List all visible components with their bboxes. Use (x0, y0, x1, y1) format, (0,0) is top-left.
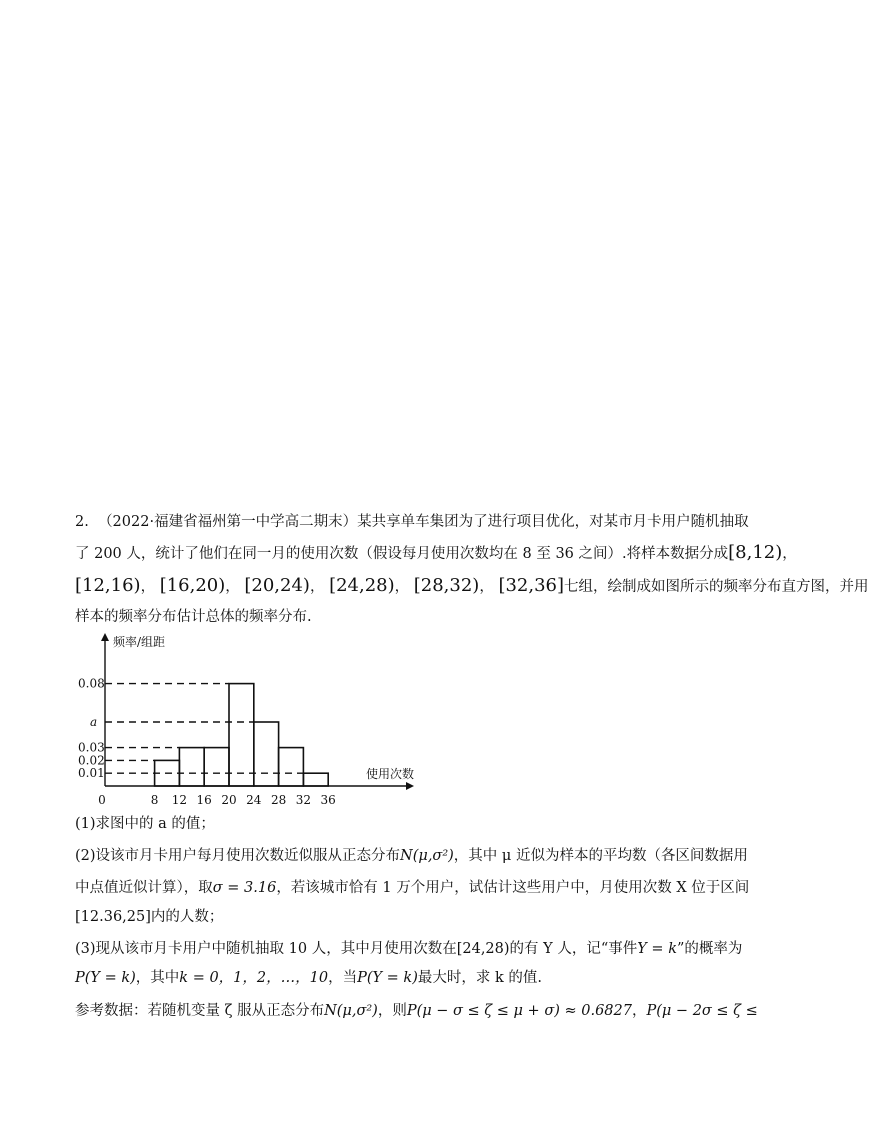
problem-intro-1: 某共享单车集团为了进行项目优化，对某市月卡用户随机抽取 (357, 514, 749, 530)
target-interval: [12.36,25] (75, 909, 151, 925)
y-tick-label: 0.02 (78, 753, 105, 768)
x-tick-label: 36 (320, 793, 336, 807)
x-tick-label: 24 (246, 793, 262, 807)
probability-expression-2: P(Y = k) (357, 970, 418, 986)
sigma-value: σ = 3.16 (212, 880, 277, 896)
interval-1: [8,12) (728, 542, 783, 563)
x-tick-label: 20 (221, 793, 237, 807)
interval-6: [28,32) (413, 575, 480, 596)
problem-intro-3: 七组，绘制成如图所示的频率分布直方图，并用 (564, 579, 869, 595)
y-axis-label: 频率/组距 (113, 635, 166, 649)
histogram-bar (303, 773, 328, 786)
probability-expression: P(Y = k) (75, 970, 136, 986)
k-range: k = 0，1，2，…，10 (179, 970, 329, 986)
interval-2: [12,16) (75, 575, 141, 596)
x-tick-label: 0 (98, 793, 106, 807)
x-tick-label: 12 (171, 793, 188, 807)
reference-probability-2: P(μ − 2σ ≤ ζ ≤ (646, 1003, 758, 1019)
interval-5: [24,28) (329, 575, 395, 596)
y-tick-label: 0.03 (78, 740, 105, 755)
x-axis-arrow (406, 782, 414, 790)
problem-line-2: 了 200 人，统计了他们在同一月的使用次数（假设每月使用次数均在 8 至 36 之间）.将样本数据分成[8,12)， (75, 542, 797, 563)
frequency-histogram (70, 628, 420, 810)
histogram-bar (179, 748, 204, 786)
histogram-bar (254, 722, 279, 786)
histogram-bar (279, 748, 304, 786)
problem-line-3: [12,16)， [16,20)， [20,24)， [24,28)， [28,32)， [32,36]七组，绘制成如图所示的频率分布直方图，并用 (75, 575, 869, 596)
interval-7: [32,36] (498, 575, 565, 596)
interval-24-28: [24,28) (456, 941, 510, 957)
problem-line-1 (75, 512, 749, 532)
x-tick-label: 28 (270, 793, 287, 807)
x-axis-label: 使用次数 (366, 767, 415, 781)
histogram-bar (229, 684, 254, 786)
question-1: (1)求图中的 a 的值； (75, 816, 215, 832)
y-tick-label: 0.08 (78, 676, 105, 691)
problem-line-4 (75, 607, 312, 627)
question-2-line-2: 中点值近似计算），取σ = 3.16，若该城市恰有 1 万个用户，试估计这些用户中，月使用次数 X 位于区间 (75, 880, 750, 896)
histogram-bars (155, 684, 329, 786)
question-2-line-3: [12.36,25]内的人数； (75, 909, 224, 925)
histogram-bar (204, 748, 229, 786)
reference-distribution: N(μ,σ²) (324, 1003, 378, 1019)
y-tick-label: 0.01 (78, 766, 105, 781)
x-tick-label: 32 (295, 793, 312, 807)
problem-source: （2022·福建省福州第一中学高二期末） (98, 514, 358, 530)
problem-intro-4: 样本的频率分布估计总体的频率分布. (75, 609, 312, 625)
question-3-line-2: P(Y = k)，其中k = 0，1，2，…，10，当P(Y = k)最大时，求 k 的值. (75, 970, 542, 986)
y-tick-label: a (90, 715, 98, 729)
interval-3: [16,20) (159, 575, 226, 596)
y-axis-arrow (101, 633, 109, 641)
question-2-line-1: (2)设该市月卡用户每月使用次数近似服从正态分布N(μ,σ²)，其中 μ 近似为样本的平均数（各区间数据用 (75, 848, 748, 864)
reference-probability-1: P(μ − σ ≤ ζ ≤ μ + σ) ≈ 0.6827 (406, 1003, 632, 1019)
problem-number: 2. (75, 514, 89, 530)
normal-distribution: N(μ,σ²) (400, 848, 454, 864)
tick-labels (78, 677, 336, 807)
reference-data: 参考数据：若随机变量 ζ 服从正态分布N(μ,σ²)，则P(μ − σ ≤ ζ ≤ μ + σ) ≈ 0.6827，P(μ − 2σ ≤ ζ ≤ (75, 1003, 758, 1019)
interval-4: [20,24) (244, 575, 310, 596)
x-tick-label: 16 (196, 793, 212, 807)
problem-intro-2: 了 200 人，统计了他们在同一月的使用次数（假设每月使用次数均在 8 至 36 之间）.将样本数据分成 (75, 546, 729, 562)
question-3-line-1: (3)现从该市月卡用户中随机抽取 10 人，其中月使用次数在[24,28)的有 Y 人，记“事件Y = k”的概率为 (75, 941, 743, 957)
event-expression: Y = k (637, 941, 677, 957)
x-tick-label: 8 (150, 793, 159, 807)
